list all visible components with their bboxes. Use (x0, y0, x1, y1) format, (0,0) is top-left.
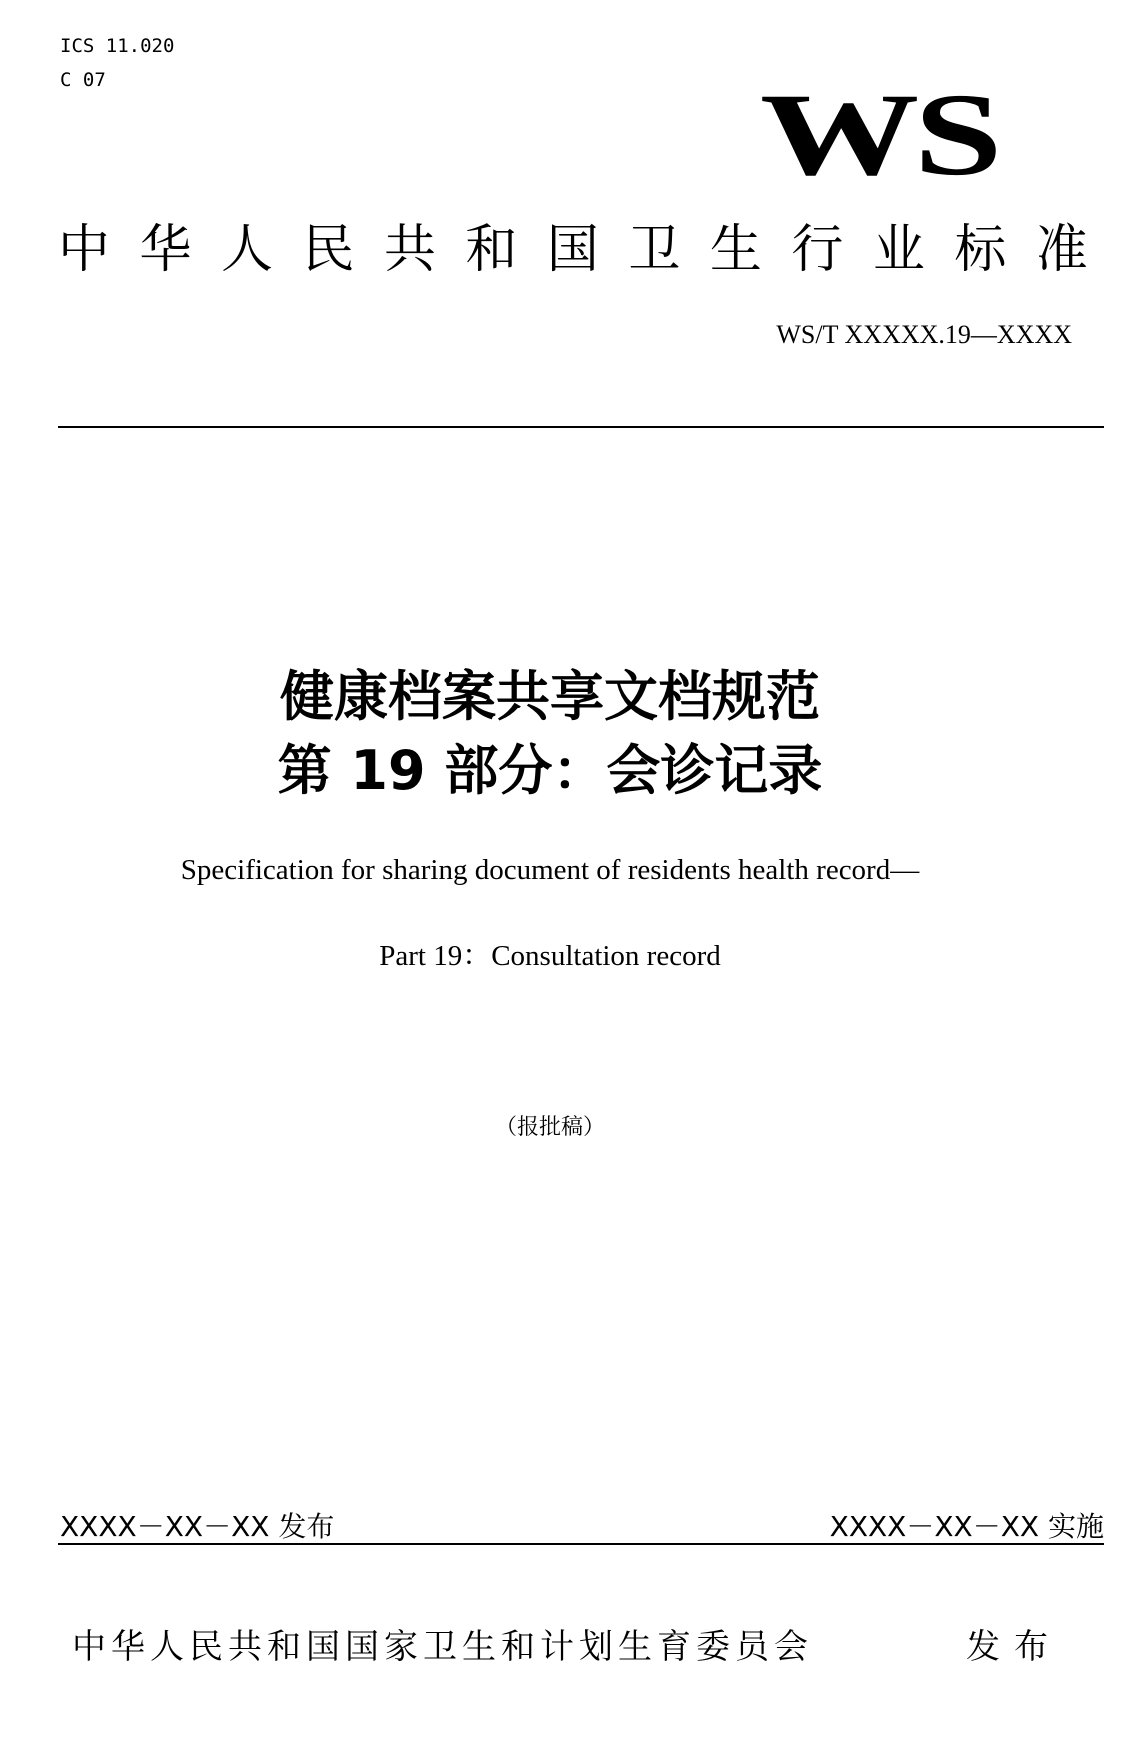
category-char: 行 (791, 220, 844, 280)
standard-category (58, 218, 1088, 282)
publish-label: 发布 (966, 1627, 1062, 1667)
publish-date: XXXX－XX－XX 发布 (60, 1510, 335, 1543)
category-char: 标 (954, 220, 1007, 280)
draft-status: （报批稿） (494, 1115, 605, 1140)
category-char: 生 (709, 220, 762, 280)
publisher: 中华人民共和国国家卫生和计划生育委员会 (72, 1627, 813, 1667)
category-char: 华 (139, 220, 192, 280)
category-char: 中 (58, 220, 111, 280)
ics-code: ICS 11.020 (60, 35, 175, 57)
chinese-title-line2: 第 19 部分：会诊记录 (277, 739, 823, 802)
header-divider (58, 426, 1104, 428)
implement-date: XXXX－XX－XX 实施 (829, 1510, 1104, 1543)
english-title-line1: Specification for sharing document of residents health record— (180, 854, 920, 886)
category-char: 业 (872, 220, 925, 280)
chinese-title-line1: 健康档案共享文档规范 (280, 665, 820, 728)
category-char: 共 (383, 220, 436, 280)
category-char: 国 (546, 220, 599, 280)
category-char: 准 (1035, 220, 1088, 280)
english-title-line2: Part 19：Consultation record (379, 940, 721, 972)
chinese-title (0, 660, 1100, 808)
category-char: 人 (220, 220, 273, 280)
category-char: 民 (302, 220, 355, 280)
standard-number: WS/T XXXXX.19—XXXX (776, 320, 1072, 349)
ccs-code: C 07 (60, 69, 106, 91)
footer-divider (58, 1543, 1104, 1545)
category-char: 和 (465, 220, 518, 280)
category-char: 卫 (628, 220, 681, 280)
ws-logo: WS (760, 69, 998, 200)
